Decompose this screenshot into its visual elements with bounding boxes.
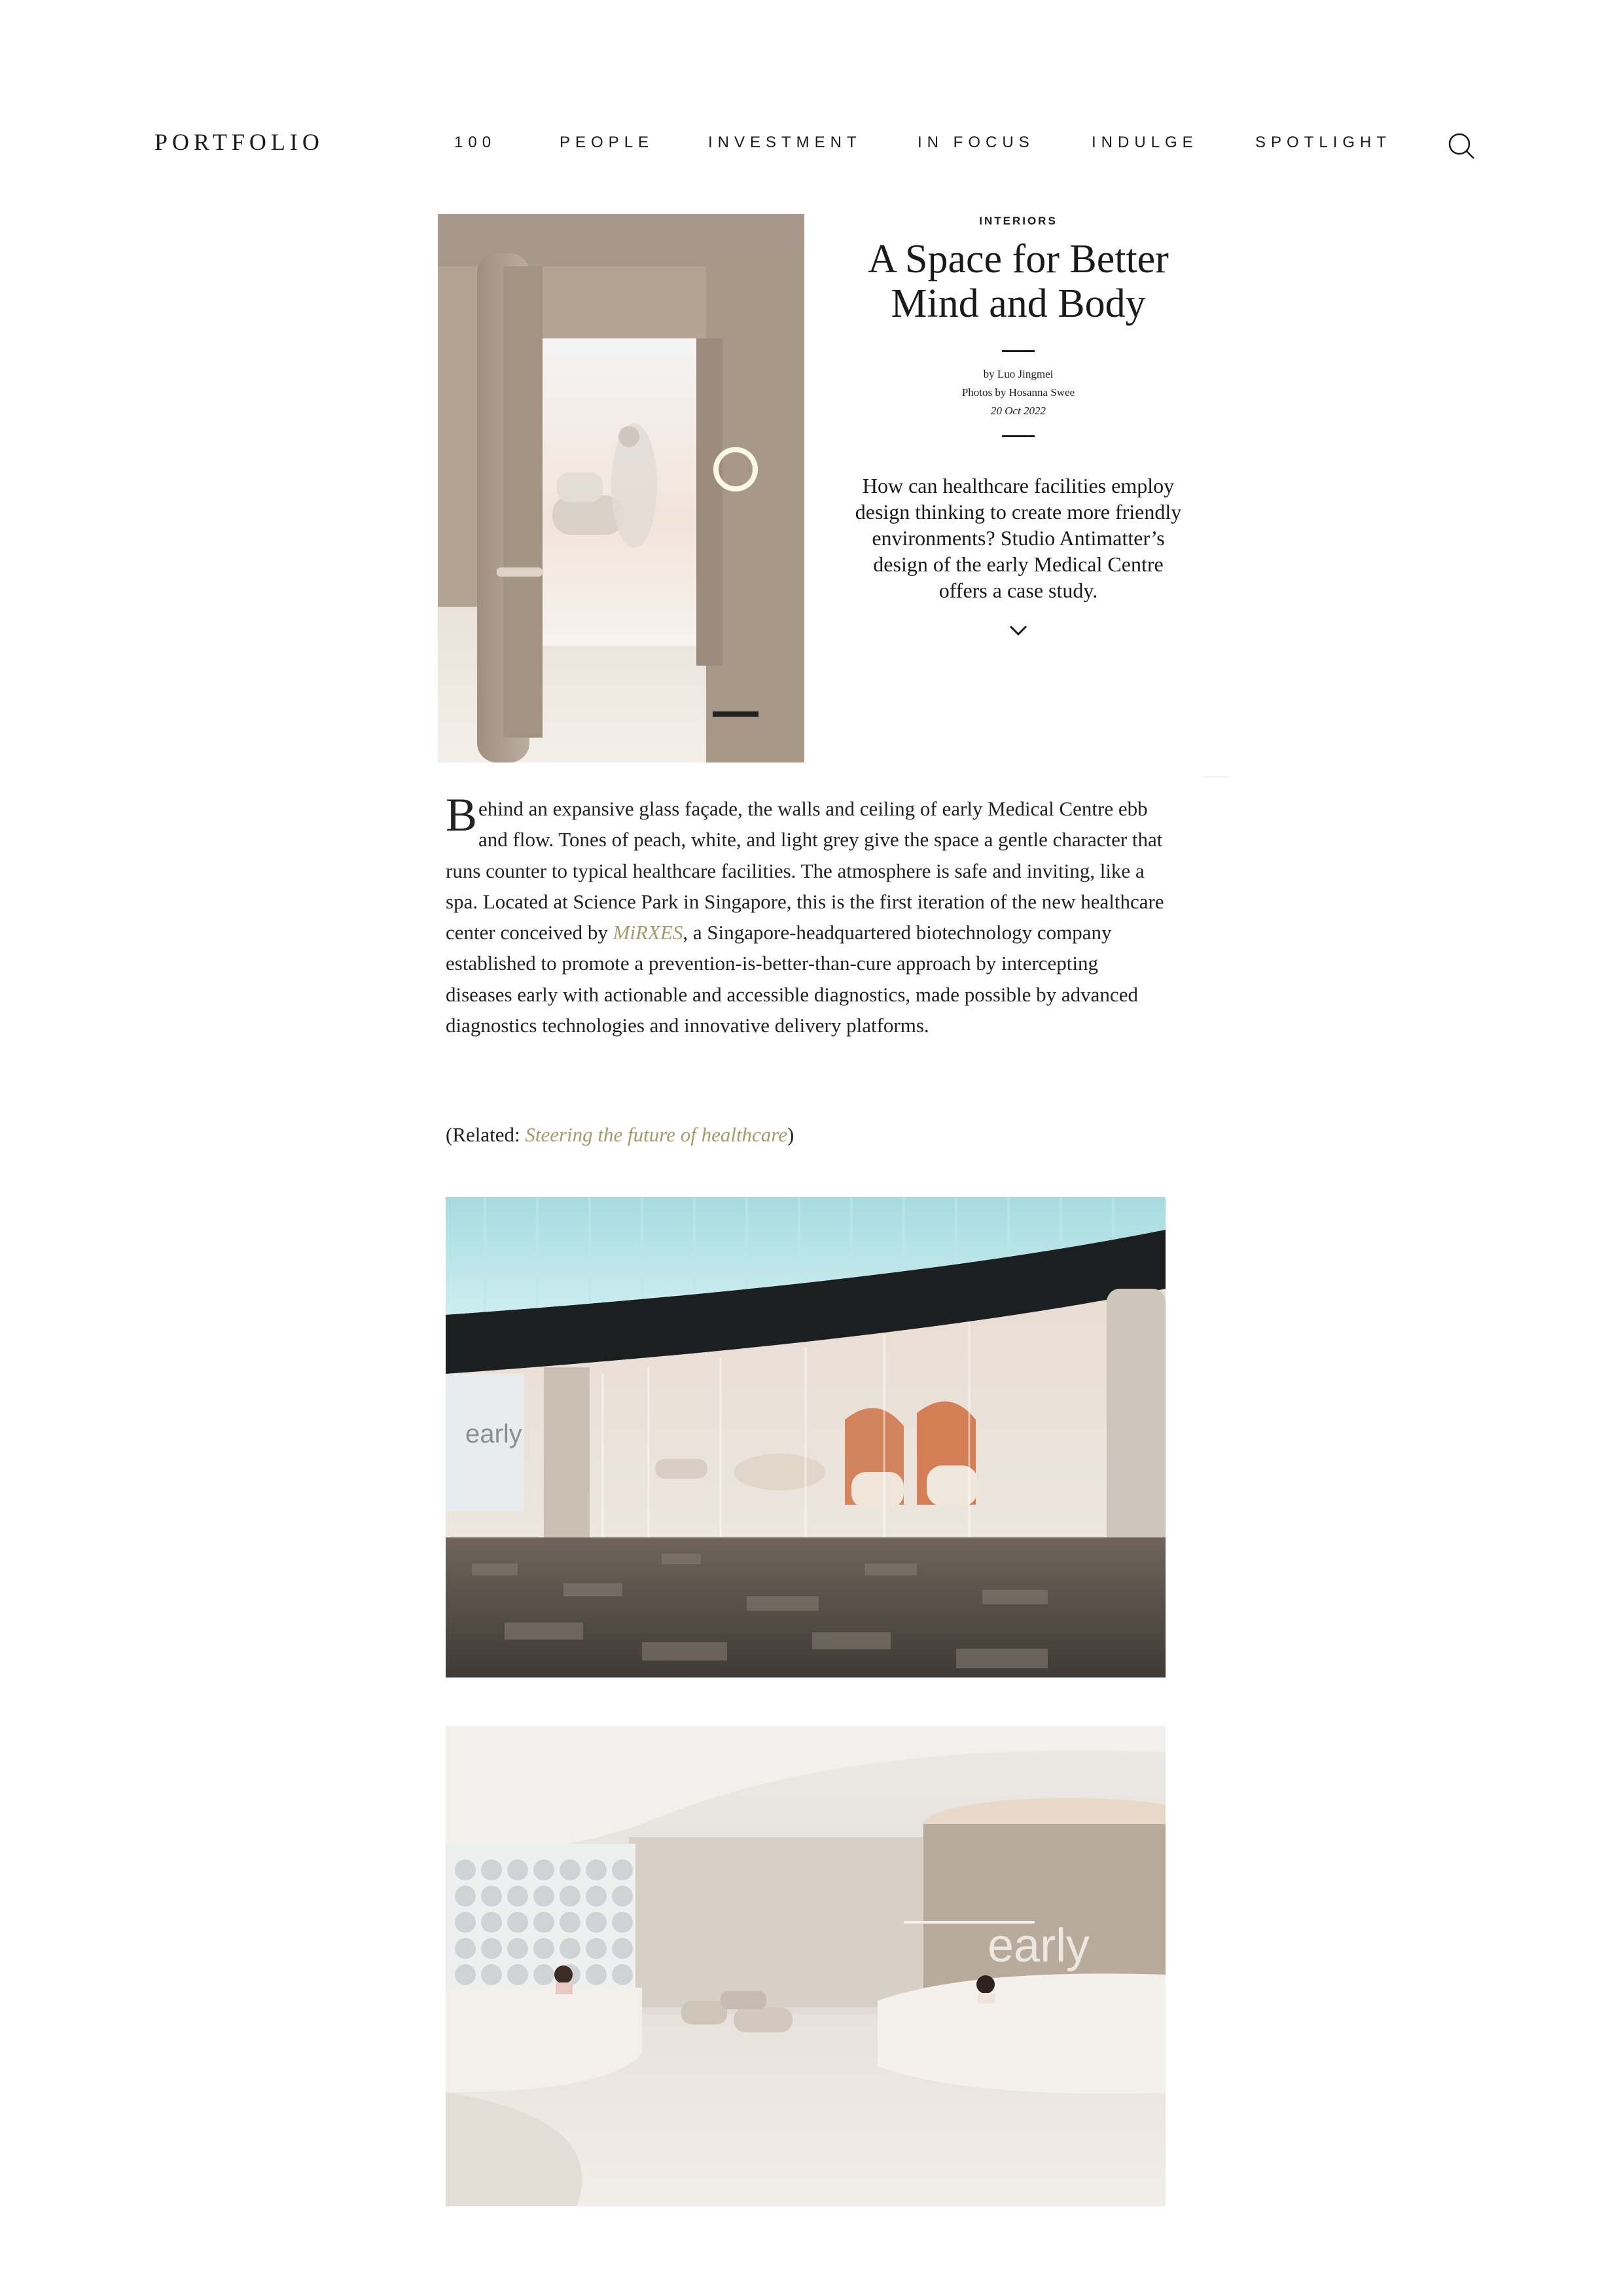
chevron-down-icon[interactable] — [1008, 623, 1029, 637]
drop-cap: B — [446, 789, 478, 841]
site-logo[interactable]: PORTFOLIO — [154, 129, 324, 155]
early-sign-2: early — [988, 1920, 1090, 1972]
photo-credit: Photos by Hosanna Swee — [961, 386, 1075, 399]
nav-item-people[interactable]: PEOPLE — [560, 134, 654, 151]
publish-date: 20 Oct 2022 — [990, 404, 1046, 417]
byline-divider — [1002, 435, 1035, 437]
search-icon[interactable] — [1446, 131, 1478, 162]
reception-photo — [446, 1726, 1166, 2206]
hero-image — [438, 214, 804, 762]
early-sign-1: early — [465, 1420, 522, 1448]
divider-mark — [1203, 776, 1229, 778]
related-line: (Related: Steering the future of healthcare) — [446, 1123, 794, 1146]
body-text-part1: ehind an expansive glass façade, the walls and ceiling of early Medical Centre ebb and flow. Tones of peach, white, and light grey give the space a gentle character that runs counter to typical healthcare facilities. The atmosphere is safe and inviting, like a spa. Located at Science Park in Singapore, this is the first iteration of the new healthcare center conceived by — [446, 797, 1164, 944]
related-article-link[interactable]: Steering the future of healthcare — [525, 1123, 787, 1146]
title-divider — [1002, 350, 1035, 352]
facade-photo — [446, 1197, 1166, 1677]
mirxes-link[interactable]: MiRXES — [613, 921, 683, 944]
body-text-part2: , a Singapore-headquartered biotechnology company established to promote a prevention-is-better-than-cure approach by intercepting diseases early with actionable and accessible diagnostics, made possible by advanced diagnostics technologies and innovative delivery platforms. — [446, 921, 1138, 1037]
nav-item-indulge[interactable]: INDULGE — [1092, 134, 1198, 151]
nav-item-100[interactable]: 100 — [454, 134, 497, 151]
nav-item-investment[interactable]: INVESTMENT — [708, 134, 862, 151]
nav-item-spotlight[interactable]: SPOTLIGHT — [1255, 134, 1392, 151]
article-body — [446, 789, 1168, 1041]
article-title: A Space for Better Mind and Body — [868, 237, 1169, 326]
article-dek: How can healthcare facilities employ design thinking to create more friendly environments? Studio Antimatter’s design of the early Medical Centre offers a case study. — [855, 474, 1182, 602]
author-byline: by Luo Jingmei — [983, 368, 1054, 380]
article-category[interactable]: INTERIORS — [979, 215, 1058, 227]
nav-item-in-focus[interactable]: IN FOCUS — [918, 134, 1035, 151]
